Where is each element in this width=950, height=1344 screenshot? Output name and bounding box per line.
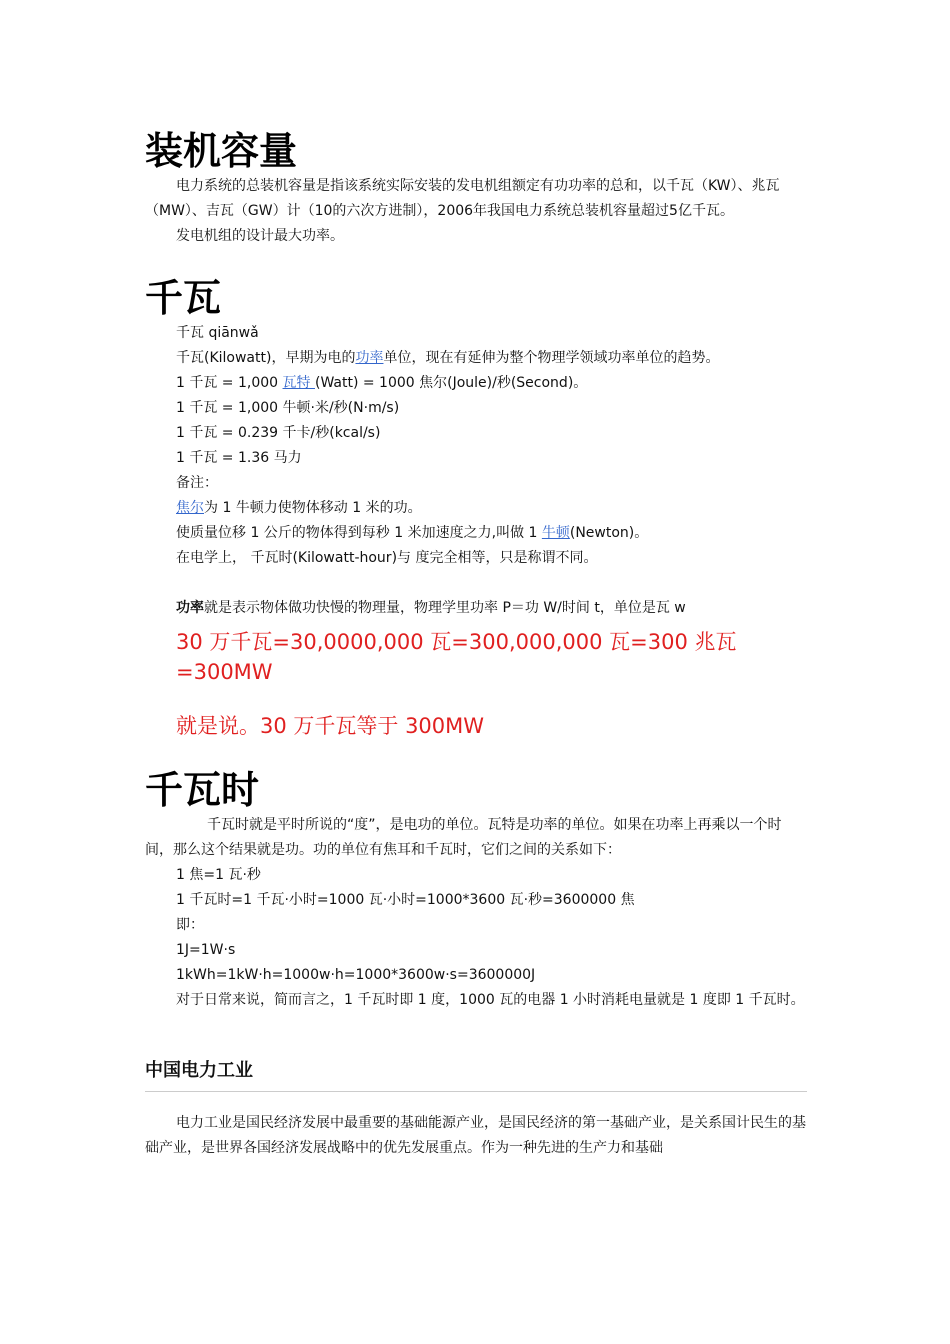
- capacity-note: 发电机组的设计最大功率。: [176, 228, 344, 244]
- kilowatt-pinyin: 千瓦 qiānwǎ: [176, 325, 259, 341]
- china-power-paragraph: 电力工业是国民经济发展中最重要的基础能源产业，是国民经济的第一基础产业，是关系国计民生的基础产业，是世界各国经济发展战略中的优先发展重点。作为一种先进的生产力和基础: [145, 1115, 806, 1156]
- note-newton: 使质量位移 1 公斤的物体得到每秒 1 米加速度之力,叫做 1 牛顿(Newton)。: [176, 525, 649, 541]
- section-title-kilowatt: 千瓦: [145, 276, 222, 320]
- kwh-paragraph: 千瓦时就是平时所说的“度”，是电功的单位。瓦特是功率的单位。如果在功率上再乘以一个时间，那么这个结果就是功。功的单位有焦耳和千瓦时，它们之间的关系如下：: [145, 817, 782, 858]
- section-title-capacity: 装机容量: [145, 129, 298, 173]
- kwh-line-2: 1 千瓦时=1 千瓦·小时=1000 瓦·小时=1000*3600 瓦·秒=3600000 焦: [176, 892, 635, 908]
- kwh-line-1: 1 焦=1 瓦·秒: [176, 867, 261, 883]
- equation-newton-meter: 1 千瓦 = 1,000 牛顿·米/秒(N·m/s): [176, 400, 400, 416]
- equation-watt: 1 千瓦 = 1,000 瓦特 (Watt) = 1000 焦尔(Joule)/秒(Second)。: [176, 375, 588, 391]
- kwh-line-4: 1J=1W·s: [176, 942, 236, 958]
- kwh-line-5: 1kWh=1kW·h=1000w·h=1000*3600w·s=3600000J: [176, 967, 536, 983]
- equation-horsepower: 1 千瓦 = 1.36 马力: [176, 450, 302, 466]
- kwh-summary: 对于日常来说，简而言之，1 千瓦时即 1 度，1000 瓦的电器 1 小时消耗电量就是 1 度即 1 千瓦时。: [176, 992, 805, 1008]
- equation-kcal: 1 千瓦 = 0.239 千卡/秒(kcal/s): [176, 425, 381, 441]
- kilowatt-definition: 千瓦(Kilowatt)，早期为电的功率单位，现在有延伸为整个物理学领域功率单位的趋势。: [176, 350, 720, 366]
- note-joule: 焦尔为 1 牛顿力使物体移动 1 米的功。: [176, 500, 422, 516]
- section-title-kilowatt-hour: 千瓦时: [145, 768, 260, 812]
- note-label: 备注：: [176, 475, 218, 491]
- power-definition: 功率就是表示物体做功快慢的物理量，物理学里功率 P＝功 W/时间 t，单位是瓦 w: [176, 600, 686, 616]
- power-link[interactable]: 功率: [355, 350, 384, 366]
- document-page: [145, 128, 807, 1161]
- conversion-highlight: 30 万千瓦=30,0000,000 瓦=300,000,000 瓦=300 兆瓦=300MW: [176, 630, 737, 684]
- conversion-summary: 就是说。30 万千瓦等于 300MW: [176, 714, 485, 738]
- capacity-paragraph: 电力系统的总装机容量是指该系统实际安装的发电机组额定有功功率的总和，以千瓦（KW）、兆瓦（MW）、吉瓦（GW）计（10的六次方进制），2006年我国电力系统总装机容量超过5亿千瓦。: [145, 178, 780, 219]
- note-kilowatt-hour: 在电学上， 千瓦时(Kilowatt-hour)与 度完全相等，只是称谓不同。: [176, 550, 598, 566]
- newton-link[interactable]: 牛顿: [541, 525, 570, 541]
- section-title-china-power: 中国电力工业: [145, 1057, 807, 1092]
- watt-link[interactable]: 瓦特: [282, 375, 315, 391]
- joule-link[interactable]: 焦尔: [176, 500, 204, 516]
- kwh-line-3: 即：: [176, 917, 204, 933]
